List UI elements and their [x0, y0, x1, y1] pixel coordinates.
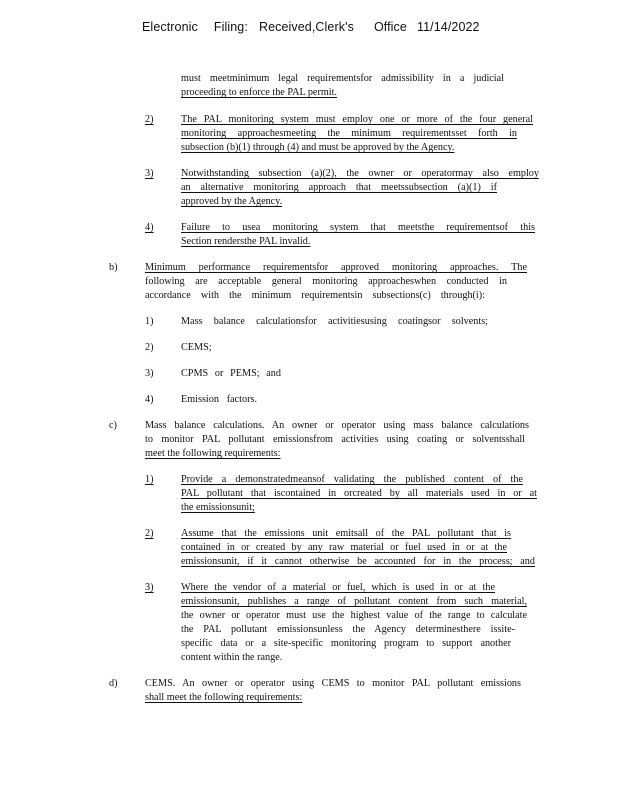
list-item-line: emissionsunit, if it cannot otherwise be accounted for in the process; and — [181, 556, 535, 567]
list-item-line: the emissionsunit; — [181, 502, 255, 513]
section-line: CEMS. An owner or operator using CEMS to monitor PAL pollutant emissions — [145, 678, 521, 689]
list-marker: 2) — [145, 342, 154, 353]
section-marker: b) — [109, 262, 118, 273]
list-marker: 3) — [145, 368, 154, 379]
list-item-line: subsection (b)(1) through (4) and must be approved by the Agency. — [181, 142, 455, 153]
section-line: Mass balance calculations. An owner or operator using mass balance calculations — [145, 420, 529, 431]
section-line: Minimum performance requirementsfor approved monitoring approaches. The — [145, 262, 527, 273]
list-marker: 3) — [145, 582, 154, 593]
list-item-line: Emission factors. — [181, 394, 257, 405]
intro-line: proceeding to enforce the PAL permit. — [181, 87, 337, 98]
list-item-line: PAL pollutant that iscontained in orcreated by all materials used in or at — [181, 488, 537, 499]
list-item-line: Assume that the emissions unit emitsall of the PAL pollutant that is — [181, 528, 511, 539]
section-marker: d) — [109, 678, 118, 689]
header-date: 11/14/2022 — [416, 20, 480, 34]
list-item-line: specific data or a site-specific monitoring program to support another — [181, 638, 511, 649]
header-electronic: Electronic — [142, 20, 198, 34]
section-line: meet the following requirements: — [145, 448, 281, 459]
list-item-line: content within the range. — [181, 652, 283, 663]
list-item-line: the PAL pollutant emissionsunless the Agency determinesthere issite- — [181, 624, 515, 635]
list-marker: 1) — [145, 474, 154, 485]
list-item-line: emissionsunit, publishes a range of pollutant content from such material, — [181, 596, 527, 607]
list-item-line: Section rendersthe PAL invalid. — [181, 236, 311, 247]
list-marker: 4) — [145, 222, 154, 233]
list-marker: 2) — [145, 528, 154, 539]
section-line: shall meet the following requirements: — [145, 692, 303, 703]
list-item-line: Provide a demonstratedmeansof validating the published content of the — [181, 474, 523, 485]
header-received: Received,Clerk's — [258, 20, 354, 34]
list-marker: 1) — [145, 316, 154, 327]
list-item-line: Mass balance calculationsfor activitiesusing coatingsor solvents; — [181, 316, 488, 327]
section-line: following are acceptable general monitoring approacheswhen conducted in — [145, 276, 507, 287]
section-marker: c) — [109, 420, 117, 431]
list-marker: 3) — [145, 168, 154, 179]
header-filing: Filing: — [213, 20, 248, 34]
list-marker: 4) — [145, 394, 154, 405]
list-item-line: CPMS or PEMS; and — [181, 368, 281, 379]
list-item-line: contained in or created by any raw material or fuel used in or at the — [181, 542, 507, 553]
list-item-line: CEMS; — [181, 342, 212, 353]
section-line: accordance with the minimum requirementsin subsections(c) through(i): — [145, 290, 485, 301]
list-item-line: The PAL monitoring system must employ one or more of the four general — [181, 114, 533, 125]
filing-header — [142, 20, 480, 34]
list-item-line: Where the vendor of a material or fuel, which is used in or at the — [181, 582, 495, 593]
list-item-line: approved by the Agency. — [181, 196, 283, 207]
list-item-line: the owner or operator must use the highest value of the range to calculate — [181, 610, 527, 621]
section-line: to monitor PAL pollutant emissionsfrom activities using coating or solventsshall — [145, 434, 525, 445]
list-marker: 2) — [145, 114, 154, 125]
header-office: Office — [373, 20, 407, 34]
list-item-line: Notwithstanding subsection (a)(2), the owner or operatormay also employ — [181, 168, 539, 179]
list-item-line: an alternative monitoring approach that meetssubsection (a)(1) if — [181, 182, 497, 193]
list-item-line: Failure to usea monitoring system that meetsthe requirementsof this — [181, 222, 535, 233]
intro-line: must meetminimum legal requirementsfor admissibility in a judicial — [181, 73, 504, 84]
list-item-line: monitoring approachesmeeting the minimum requirementsset forth in — [181, 128, 517, 139]
